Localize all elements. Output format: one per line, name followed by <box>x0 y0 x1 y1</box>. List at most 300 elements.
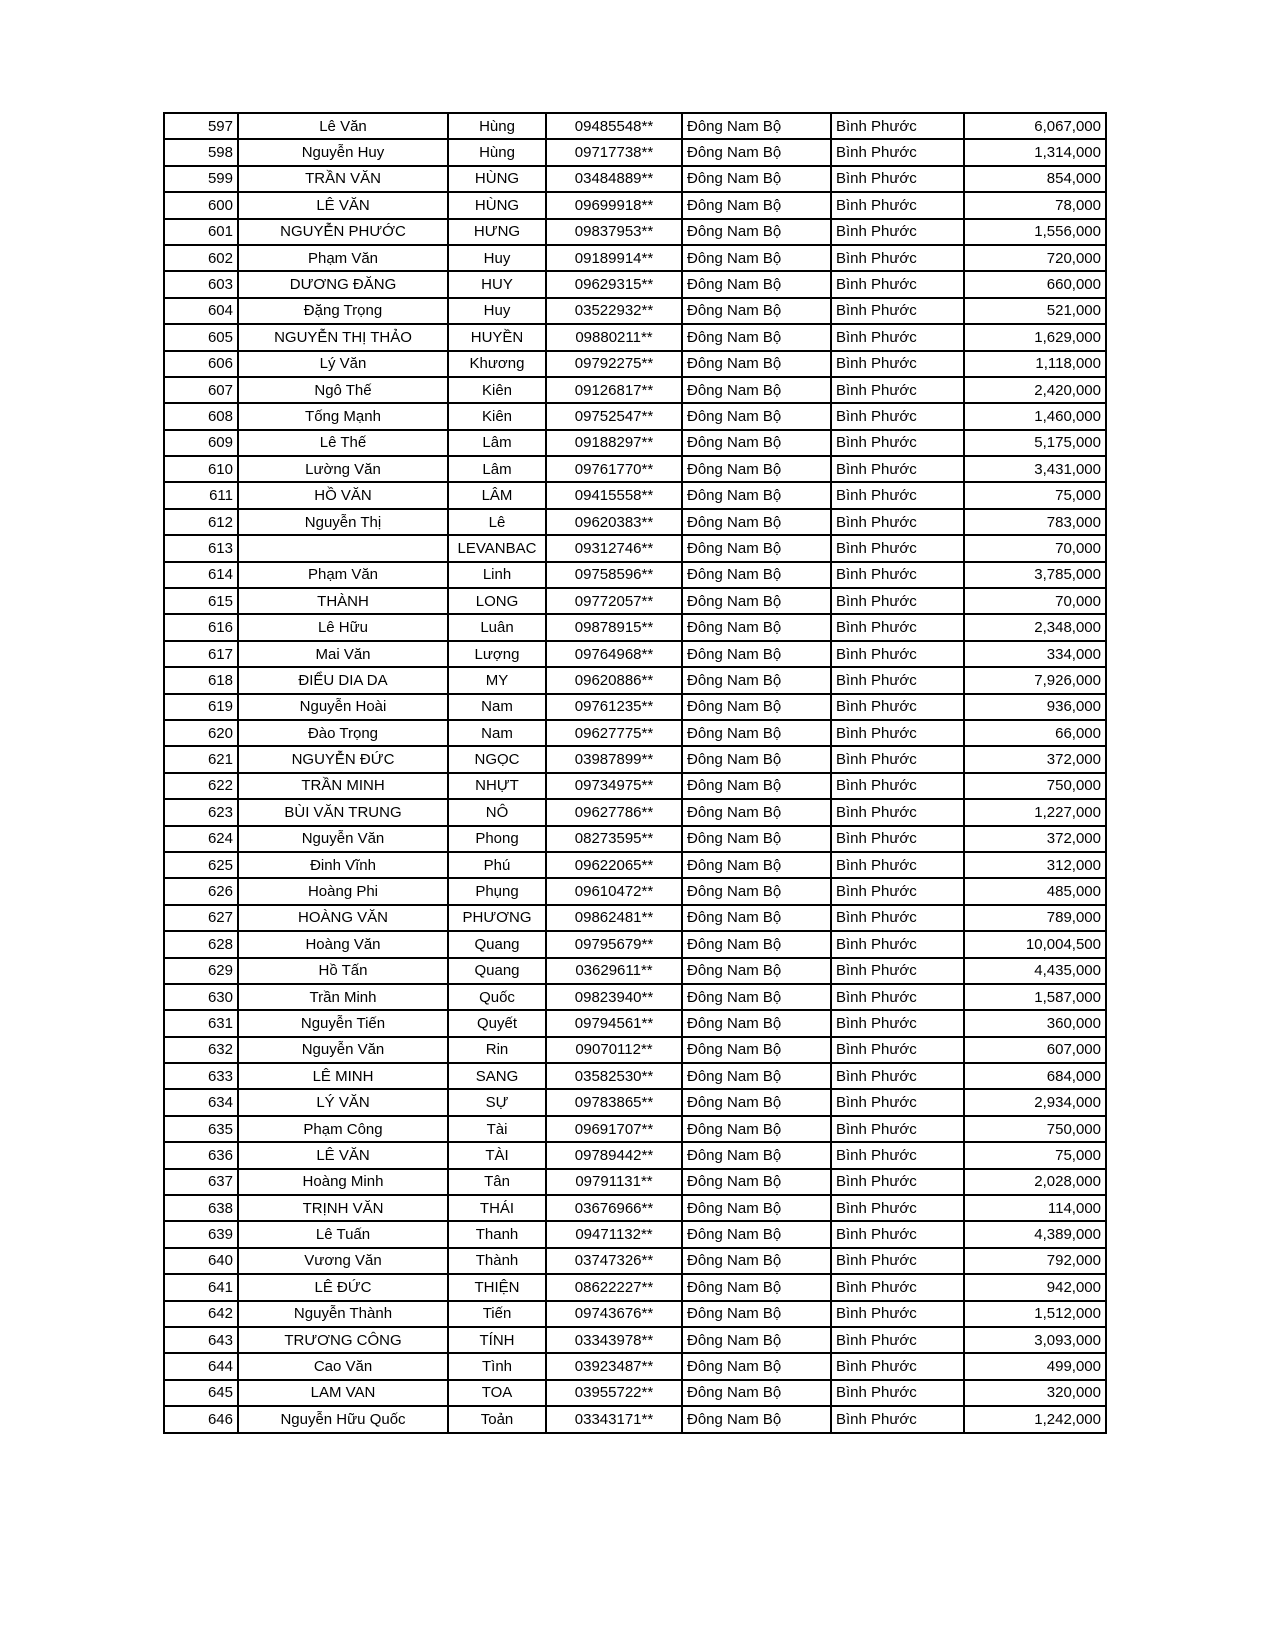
cell-given-name: LÂM <box>448 482 546 508</box>
table-row <box>164 1037 1106 1063</box>
cell-phone: 09622065** <box>546 852 682 878</box>
cell-middle-name: Ngô Thế <box>238 377 448 403</box>
cell-region: Đông Nam Bộ <box>682 1221 831 1247</box>
cell-given-name: Quyết <box>448 1010 546 1036</box>
cell-row-number: 630 <box>164 984 238 1010</box>
cell-region: Đông Nam Bộ <box>682 192 831 218</box>
cell-amount: 521,000 <box>964 298 1106 324</box>
cell-amount: 854,000 <box>964 166 1106 192</box>
cell-region: Đông Nam Bộ <box>682 562 831 588</box>
cell-row-number: 601 <box>164 219 238 245</box>
cell-province: Bình Phước <box>831 562 964 588</box>
cell-amount: 66,000 <box>964 720 1106 746</box>
cell-phone: 09610472** <box>546 878 682 904</box>
table-row <box>164 245 1106 271</box>
cell-row-number: 618 <box>164 667 238 693</box>
cell-middle-name: Lường Văn <box>238 456 448 482</box>
cell-row-number: 616 <box>164 614 238 640</box>
table-row <box>164 482 1106 508</box>
table-row <box>164 958 1106 984</box>
cell-province: Bình Phước <box>831 113 964 139</box>
cell-given-name: TOA <box>448 1380 546 1406</box>
cell-phone: 09415558** <box>546 482 682 508</box>
cell-amount: 4,435,000 <box>964 958 1106 984</box>
cell-region: Đông Nam Bộ <box>682 535 831 561</box>
cell-row-number: 636 <box>164 1142 238 1168</box>
cell-row-number: 631 <box>164 1010 238 1036</box>
cell-region: Đông Nam Bộ <box>682 720 831 746</box>
table-row <box>164 852 1106 878</box>
cell-row-number: 604 <box>164 298 238 324</box>
table-row <box>164 931 1106 957</box>
table-row <box>164 1406 1106 1432</box>
table-row <box>164 720 1106 746</box>
cell-middle-name: LÝ VĂN <box>238 1089 448 1115</box>
cell-row-number: 640 <box>164 1248 238 1274</box>
cell-province: Bình Phước <box>831 746 964 772</box>
table-row <box>164 799 1106 825</box>
cell-phone: 08622227** <box>546 1274 682 1300</box>
table-body <box>164 113 1106 1433</box>
cell-phone: 08273595** <box>546 826 682 852</box>
cell-province: Bình Phước <box>831 219 964 245</box>
cell-row-number: 603 <box>164 271 238 297</box>
cell-province: Bình Phước <box>831 641 964 667</box>
cell-row-number: 598 <box>164 139 238 165</box>
cell-amount: 372,000 <box>964 746 1106 772</box>
cell-given-name: Tình <box>448 1353 546 1379</box>
cell-given-name: Nam <box>448 720 546 746</box>
cell-row-number: 608 <box>164 403 238 429</box>
cell-amount: 1,242,000 <box>964 1406 1106 1432</box>
table-row <box>164 1380 1106 1406</box>
cell-middle-name: Lê Thế <box>238 430 448 456</box>
cell-region: Đông Nam Bộ <box>682 1169 831 1195</box>
cell-row-number: 633 <box>164 1063 238 1089</box>
cell-middle-name: Vương Văn <box>238 1248 448 1274</box>
cell-row-number: 627 <box>164 905 238 931</box>
cell-amount: 750,000 <box>964 773 1106 799</box>
cell-amount: 2,028,000 <box>964 1169 1106 1195</box>
cell-amount: 78,000 <box>964 192 1106 218</box>
cell-given-name: Linh <box>448 562 546 588</box>
cell-region: Đông Nam Bộ <box>682 1063 831 1089</box>
table-row <box>164 984 1106 1010</box>
cell-province: Bình Phước <box>831 1142 964 1168</box>
cell-row-number: 609 <box>164 430 238 456</box>
cell-phone: 03522932** <box>546 298 682 324</box>
cell-region: Đông Nam Bộ <box>682 588 831 614</box>
cell-given-name: Luân <box>448 614 546 640</box>
cell-province: Bình Phước <box>831 430 964 456</box>
cell-middle-name: LÊ VĂN <box>238 1142 448 1168</box>
cell-given-name: HUY <box>448 271 546 297</box>
cell-given-name: SỰ <box>448 1089 546 1115</box>
cell-row-number: 617 <box>164 641 238 667</box>
cell-phone: 09485548** <box>546 113 682 139</box>
cell-middle-name: Mai Văn <box>238 641 448 667</box>
cell-row-number: 632 <box>164 1037 238 1063</box>
table-row <box>164 694 1106 720</box>
cell-region: Đông Nam Bộ <box>682 403 831 429</box>
cell-amount: 3,093,000 <box>964 1327 1106 1353</box>
cell-region: Đông Nam Bộ <box>682 1116 831 1142</box>
cell-phone: 03629611** <box>546 958 682 984</box>
cell-given-name: Phụng <box>448 878 546 904</box>
cell-row-number: 629 <box>164 958 238 984</box>
cell-given-name: Tài <box>448 1116 546 1142</box>
cell-phone: 09620383** <box>546 509 682 535</box>
cell-region: Đông Nam Bộ <box>682 430 831 456</box>
cell-given-name: HƯNG <box>448 219 546 245</box>
cell-amount: 936,000 <box>964 694 1106 720</box>
cell-phone: 09783865** <box>546 1089 682 1115</box>
table-row <box>164 535 1106 561</box>
cell-amount: 5,175,000 <box>964 430 1106 456</box>
table-row <box>164 456 1106 482</box>
cell-given-name: SANG <box>448 1063 546 1089</box>
cell-given-name: Thành <box>448 1248 546 1274</box>
cell-region: Đông Nam Bộ <box>682 641 831 667</box>
cell-amount: 1,227,000 <box>964 799 1106 825</box>
cell-province: Bình Phước <box>831 271 964 297</box>
cell-amount: 783,000 <box>964 509 1106 535</box>
cell-province: Bình Phước <box>831 377 964 403</box>
cell-region: Đông Nam Bộ <box>682 931 831 957</box>
cell-middle-name: TRƯƠNG CÔNG <box>238 1327 448 1353</box>
cell-province: Bình Phước <box>831 720 964 746</box>
cell-given-name: Kiên <box>448 377 546 403</box>
cell-province: Bình Phước <box>831 324 964 350</box>
cell-province: Bình Phước <box>831 773 964 799</box>
cell-given-name: Rin <box>448 1037 546 1063</box>
cell-province: Bình Phước <box>831 192 964 218</box>
cell-amount: 372,000 <box>964 826 1106 852</box>
cell-middle-name: Trần Minh <box>238 984 448 1010</box>
cell-amount: 70,000 <box>964 588 1106 614</box>
cell-province: Bình Phước <box>831 958 964 984</box>
cell-middle-name: Hoàng Phi <box>238 878 448 904</box>
cell-given-name: Toản <box>448 1406 546 1432</box>
table-row <box>164 377 1106 403</box>
cell-middle-name: LÊ MINH <box>238 1063 448 1089</box>
cell-middle-name: Hoàng Minh <box>238 1169 448 1195</box>
cell-given-name: LONG <box>448 588 546 614</box>
cell-region: Đông Nam Bộ <box>682 958 831 984</box>
cell-amount: 1,512,000 <box>964 1301 1106 1327</box>
cell-province: Bình Phước <box>831 1353 964 1379</box>
table-row <box>164 1301 1106 1327</box>
cell-province: Bình Phước <box>831 931 964 957</box>
cell-phone: 09312746** <box>546 535 682 561</box>
table-row <box>164 562 1106 588</box>
cell-row-number: 626 <box>164 878 238 904</box>
cell-province: Bình Phước <box>831 878 964 904</box>
cell-phone: 09752547** <box>546 403 682 429</box>
cell-row-number: 634 <box>164 1089 238 1115</box>
cell-middle-name: Tống Mạnh <box>238 403 448 429</box>
cell-phone: 09699918** <box>546 192 682 218</box>
cell-province: Bình Phước <box>831 1010 964 1036</box>
cell-province: Bình Phước <box>831 139 964 165</box>
cell-given-name: Tân <box>448 1169 546 1195</box>
cell-province: Bình Phước <box>831 588 964 614</box>
cell-province: Bình Phước <box>831 1327 964 1353</box>
cell-middle-name: NGUYỄN ĐỨC <box>238 746 448 772</box>
cell-amount: 607,000 <box>964 1037 1106 1063</box>
cell-middle-name: Phạm Văn <box>238 562 448 588</box>
table-row <box>164 1116 1106 1142</box>
cell-amount: 6,067,000 <box>964 113 1106 139</box>
cell-phone: 09189914** <box>546 245 682 271</box>
cell-middle-name: BÙI VĂN TRUNG <box>238 799 448 825</box>
cell-province: Bình Phước <box>831 694 964 720</box>
cell-amount: 320,000 <box>964 1380 1106 1406</box>
cell-middle-name: Nguyễn Văn <box>238 1037 448 1063</box>
cell-phone: 09758596** <box>546 562 682 588</box>
cell-given-name: NÔ <box>448 799 546 825</box>
table-row <box>164 588 1106 614</box>
cell-given-name: Hùng <box>448 113 546 139</box>
cell-amount: 4,389,000 <box>964 1221 1106 1247</box>
cell-given-name: Kiên <box>448 403 546 429</box>
cell-middle-name: THÀNH <box>238 588 448 614</box>
cell-province: Bình Phước <box>831 1089 964 1115</box>
cell-amount: 3,431,000 <box>964 456 1106 482</box>
table-row <box>164 773 1106 799</box>
cell-phone: 09761235** <box>546 694 682 720</box>
table-row <box>164 1248 1106 1274</box>
cell-province: Bình Phước <box>831 456 964 482</box>
cell-middle-name: Đinh Vĩnh <box>238 852 448 878</box>
cell-amount: 792,000 <box>964 1248 1106 1274</box>
cell-phone: 09772057** <box>546 588 682 614</box>
cell-province: Bình Phước <box>831 351 964 377</box>
cell-row-number: 606 <box>164 351 238 377</box>
cell-region: Đông Nam Bộ <box>682 482 831 508</box>
cell-row-number: 642 <box>164 1301 238 1327</box>
cell-phone: 09878915** <box>546 614 682 640</box>
cell-middle-name: Lê Hữu <box>238 614 448 640</box>
cell-given-name: PHƯƠNG <box>448 905 546 931</box>
cell-province: Bình Phước <box>831 509 964 535</box>
cell-phone: 09691707** <box>546 1116 682 1142</box>
cell-given-name: HÙNG <box>448 166 546 192</box>
cell-amount: 312,000 <box>964 852 1106 878</box>
cell-middle-name: Nguyễn Thị <box>238 509 448 535</box>
cell-amount: 485,000 <box>964 878 1106 904</box>
cell-middle-name: NGUYỄN PHƯỚC <box>238 219 448 245</box>
cell-amount: 1,629,000 <box>964 324 1106 350</box>
cell-region: Đông Nam Bộ <box>682 1406 831 1432</box>
cell-row-number: 625 <box>164 852 238 878</box>
cell-province: Bình Phước <box>831 535 964 561</box>
cell-phone: 09126817** <box>546 377 682 403</box>
cell-row-number: 637 <box>164 1169 238 1195</box>
cell-amount: 942,000 <box>964 1274 1106 1300</box>
cell-row-number: 612 <box>164 509 238 535</box>
cell-row-number: 643 <box>164 1327 238 1353</box>
cell-given-name: Huy <box>448 245 546 271</box>
cell-phone: 03582530** <box>546 1063 682 1089</box>
cell-middle-name: Nguyễn Hoài <box>238 694 448 720</box>
cell-row-number: 615 <box>164 588 238 614</box>
table-row <box>164 271 1106 297</box>
cell-phone: 09764968** <box>546 641 682 667</box>
cell-province: Bình Phước <box>831 1274 964 1300</box>
cell-phone: 09627775** <box>546 720 682 746</box>
cell-given-name: TÀI <box>448 1142 546 1168</box>
cell-amount: 1,460,000 <box>964 403 1106 429</box>
cell-region: Đông Nam Bộ <box>682 219 831 245</box>
cell-given-name: Khương <box>448 351 546 377</box>
table-row <box>164 403 1106 429</box>
cell-given-name: HÙNG <box>448 192 546 218</box>
cell-given-name: Phú <box>448 852 546 878</box>
cell-phone: 09743676** <box>546 1301 682 1327</box>
cell-region: Đông Nam Bộ <box>682 1089 831 1115</box>
cell-region: Đông Nam Bộ <box>682 694 831 720</box>
cell-amount: 720,000 <box>964 245 1106 271</box>
table-row <box>164 905 1106 931</box>
cell-phone: 03955722** <box>546 1380 682 1406</box>
cell-middle-name: HOÀNG VĂN <box>238 905 448 931</box>
cell-given-name: Quốc <box>448 984 546 1010</box>
cell-amount: 1,314,000 <box>964 139 1106 165</box>
cell-given-name: LEVANBAC <box>448 535 546 561</box>
cell-region: Đông Nam Bộ <box>682 113 831 139</box>
cell-middle-name: Phạm Văn <box>238 245 448 271</box>
cell-phone: 09734975** <box>546 773 682 799</box>
cell-phone: 03676966** <box>546 1195 682 1221</box>
cell-middle-name: Lý Văn <box>238 351 448 377</box>
cell-row-number: 641 <box>164 1274 238 1300</box>
cell-region: Đông Nam Bộ <box>682 139 831 165</box>
cell-phone: 03343978** <box>546 1327 682 1353</box>
cell-province: Bình Phước <box>831 1221 964 1247</box>
table-row <box>164 1195 1106 1221</box>
cell-region: Đông Nam Bộ <box>682 826 831 852</box>
cell-region: Đông Nam Bộ <box>682 166 831 192</box>
table-row <box>164 614 1106 640</box>
cell-phone: 09880211** <box>546 324 682 350</box>
table-row <box>164 113 1106 139</box>
cell-phone: 09794561** <box>546 1010 682 1036</box>
cell-row-number: 607 <box>164 377 238 403</box>
cell-row-number: 610 <box>164 456 238 482</box>
cell-phone: 09627786** <box>546 799 682 825</box>
table-row <box>164 878 1106 904</box>
cell-province: Bình Phước <box>831 1063 964 1089</box>
cell-middle-name: Đào Trọng <box>238 720 448 746</box>
cell-row-number: 646 <box>164 1406 238 1432</box>
cell-region: Đông Nam Bộ <box>682 1274 831 1300</box>
cell-middle-name: Nguyễn Thành <box>238 1301 448 1327</box>
cell-row-number: 602 <box>164 245 238 271</box>
cell-row-number: 635 <box>164 1116 238 1142</box>
cell-region: Đông Nam Bộ <box>682 1327 831 1353</box>
cell-phone: 09792275** <box>546 351 682 377</box>
cell-province: Bình Phước <box>831 826 964 852</box>
cell-province: Bình Phước <box>831 1169 964 1195</box>
cell-middle-name: TRẦN MINH <box>238 773 448 799</box>
table-row <box>164 509 1106 535</box>
cell-given-name: NGỌC <box>448 746 546 772</box>
cell-given-name: Lê <box>448 509 546 535</box>
cell-middle-name: Nguyễn Văn <box>238 826 448 852</box>
cell-row-number: 622 <box>164 773 238 799</box>
cell-amount: 2,934,000 <box>964 1089 1106 1115</box>
cell-middle-name: NGUYỄN THỊ THẢO <box>238 324 448 350</box>
cell-given-name: Lâm <box>448 456 546 482</box>
cell-phone: 03987899** <box>546 746 682 772</box>
cell-amount: 789,000 <box>964 905 1106 931</box>
cell-row-number: 614 <box>164 562 238 588</box>
table-row <box>164 1089 1106 1115</box>
table-row <box>164 1063 1106 1089</box>
cell-province: Bình Phước <box>831 1301 964 1327</box>
cell-province: Bình Phước <box>831 245 964 271</box>
cell-region: Đông Nam Bộ <box>682 852 831 878</box>
cell-given-name: Lâm <box>448 430 546 456</box>
cell-region: Đông Nam Bộ <box>682 245 831 271</box>
table-row <box>164 746 1106 772</box>
cell-region: Đông Nam Bộ <box>682 773 831 799</box>
cell-amount: 70,000 <box>964 535 1106 561</box>
cell-given-name: Nam <box>448 694 546 720</box>
cell-phone: 09837953** <box>546 219 682 245</box>
cell-phone: 09791131** <box>546 1169 682 1195</box>
cell-middle-name: Lê Tuấn <box>238 1221 448 1247</box>
cell-phone: 09761770** <box>546 456 682 482</box>
cell-row-number: 600 <box>164 192 238 218</box>
cell-phone: 03747326** <box>546 1248 682 1274</box>
cell-phone: 03343171** <box>546 1406 682 1432</box>
cell-row-number: 644 <box>164 1353 238 1379</box>
cell-middle-name: TRẦN VĂN <box>238 166 448 192</box>
table-row <box>164 1353 1106 1379</box>
cell-middle-name: LÊ VĂN <box>238 192 448 218</box>
cell-province: Bình Phước <box>831 1406 964 1432</box>
cell-region: Đông Nam Bộ <box>682 377 831 403</box>
cell-given-name: TÍNH <box>448 1327 546 1353</box>
cell-middle-name: Đặng Trọng <box>238 298 448 324</box>
cell-phone: 09862481** <box>546 905 682 931</box>
cell-province: Bình Phước <box>831 905 964 931</box>
cell-region: Đông Nam Bộ <box>682 1142 831 1168</box>
cell-row-number: 645 <box>164 1380 238 1406</box>
cell-province: Bình Phước <box>831 298 964 324</box>
cell-amount: 1,587,000 <box>964 984 1106 1010</box>
cell-region: Đông Nam Bộ <box>682 667 831 693</box>
table-row <box>164 351 1106 377</box>
cell-middle-name: Cao Văn <box>238 1353 448 1379</box>
cell-province: Bình Phước <box>831 1037 964 1063</box>
cell-amount: 2,348,000 <box>964 614 1106 640</box>
cell-row-number: 605 <box>164 324 238 350</box>
cell-row-number: 620 <box>164 720 238 746</box>
cell-amount: 7,926,000 <box>964 667 1106 693</box>
cell-given-name: Thanh <box>448 1221 546 1247</box>
table-row <box>164 298 1106 324</box>
cell-middle-name: TRỊNH VĂN <box>238 1195 448 1221</box>
cell-region: Đông Nam Bộ <box>682 1301 831 1327</box>
cell-middle-name <box>238 535 448 561</box>
cell-region: Đông Nam Bộ <box>682 984 831 1010</box>
cell-phone: 03923487** <box>546 1353 682 1379</box>
cell-phone: 09789442** <box>546 1142 682 1168</box>
cell-province: Bình Phước <box>831 852 964 878</box>
